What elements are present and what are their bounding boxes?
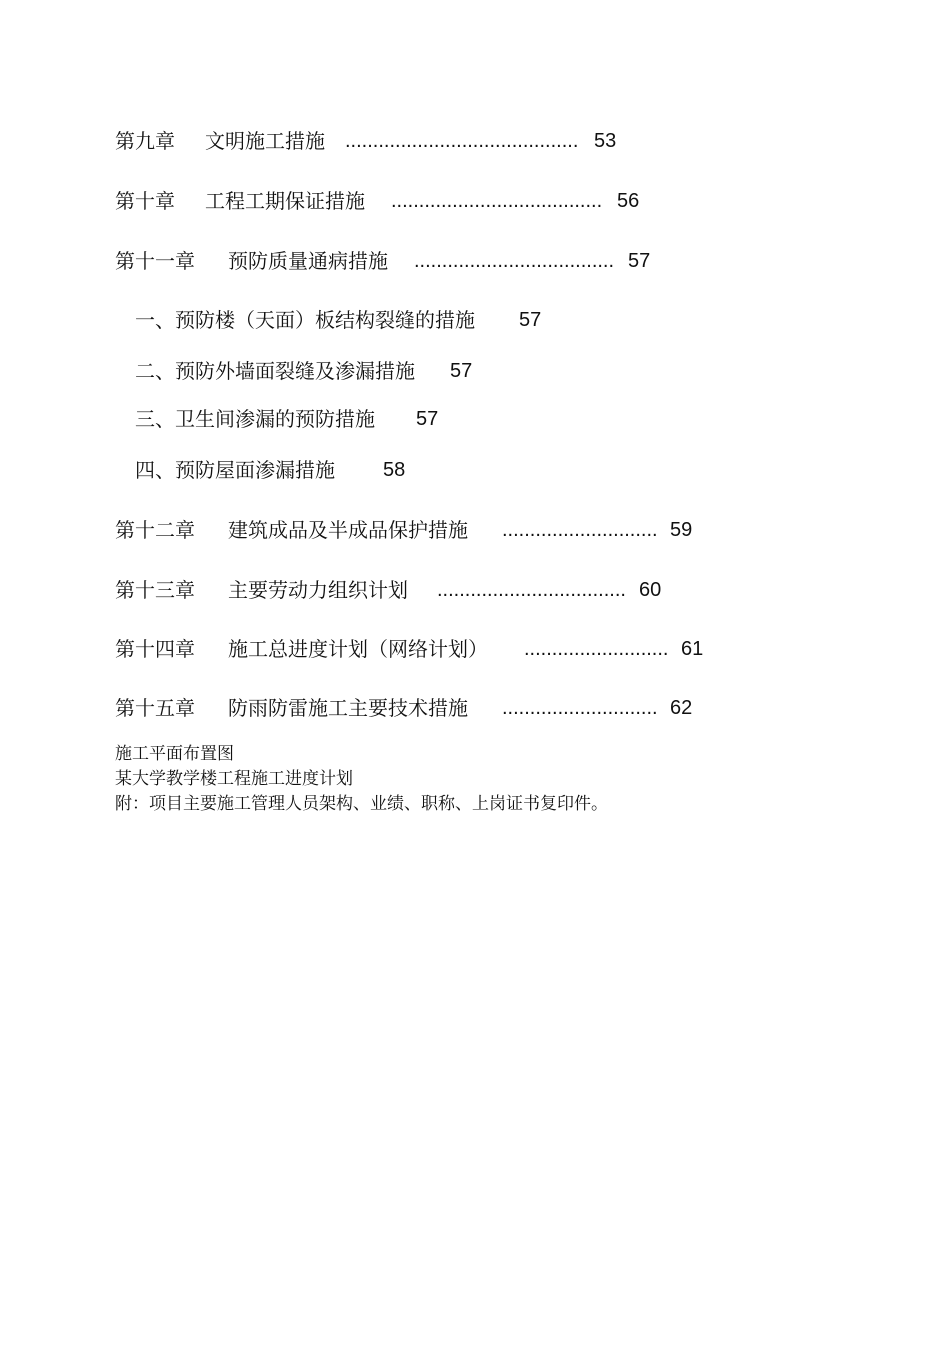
section-title: 一、预防楼（天面）板结构裂缝的措施 bbox=[135, 308, 475, 332]
dot-leader: .......................................... bbox=[345, 130, 579, 152]
chapter-number: 第十一章 bbox=[115, 249, 195, 273]
page-number: 57 bbox=[450, 360, 473, 382]
chapter-title: 主要劳动力组织计划 bbox=[228, 578, 408, 602]
page-number: 62 bbox=[670, 697, 693, 719]
dot-leader: .................................. bbox=[437, 579, 626, 601]
dot-leader: ............................ bbox=[502, 519, 658, 541]
chapter-number: 第十章 bbox=[115, 189, 175, 213]
chapter-title: 建筑成品及半成品保护措施 bbox=[228, 518, 468, 542]
chapter-number: 第十三章 bbox=[115, 578, 195, 602]
chapter-title: 文明施工措施 bbox=[205, 129, 325, 153]
section-title: 二、预防外墙面裂缝及渗漏措施 bbox=[135, 359, 415, 383]
page-number: 56 bbox=[617, 190, 640, 212]
dot-leader: .......................... bbox=[524, 638, 669, 660]
appendix-attachment: 附：项目主要施工管理人员架构、业绩、职称、上岗证书复印件。 bbox=[115, 794, 608, 814]
dot-leader: ...................................... bbox=[391, 190, 603, 212]
section-title: 四、预防屋面渗漏措施 bbox=[135, 458, 335, 482]
section-title: 三、卫生间渗漏的预防措施 bbox=[135, 407, 375, 431]
page-number: 58 bbox=[383, 459, 406, 481]
chapter-number: 第十五章 bbox=[115, 696, 195, 720]
dot-leader: ............................ bbox=[502, 697, 658, 719]
appendix-schedule: 某大学教学楼工程施工进度计划 bbox=[115, 769, 353, 789]
chapter-title: 防雨防雷施工主要技术措施 bbox=[228, 696, 468, 720]
page-number: 57 bbox=[519, 309, 542, 331]
chapter-title: 工程工期保证措施 bbox=[205, 189, 365, 213]
chapter-title: 预防质量通病措施 bbox=[228, 249, 388, 273]
page-number: 57 bbox=[628, 250, 651, 272]
page-number: 60 bbox=[639, 579, 662, 601]
page-number: 59 bbox=[670, 519, 693, 541]
chapter-number: 第十四章 bbox=[115, 637, 195, 661]
dot-leader: .................................... bbox=[414, 250, 615, 272]
appendix-site-plan: 施工平面布置图 bbox=[115, 744, 234, 764]
chapter-number: 第九章 bbox=[115, 129, 175, 153]
page-number: 57 bbox=[416, 408, 439, 430]
chapter-title: 施工总进度计划（网络计划） bbox=[228, 637, 488, 661]
page-number: 61 bbox=[681, 638, 704, 660]
page-number: 53 bbox=[594, 130, 617, 152]
chapter-number: 第十二章 bbox=[115, 518, 195, 542]
